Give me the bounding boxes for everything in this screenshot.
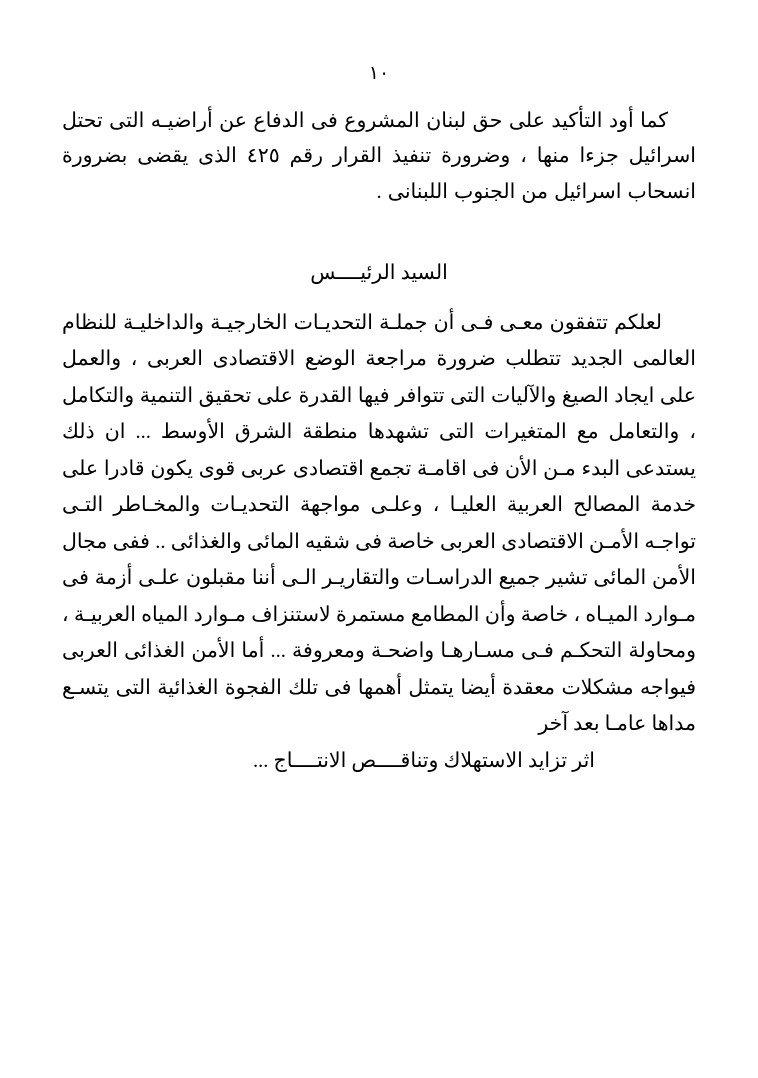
paragraph-lebanon: كما أود التأكيد على حق لبنان المشروع فى الدفاع عن أراضيـه التى تحتل اسرائيل جزءا منها ، وضرورة تنفيذ القرار رقم ٤٢٥ الذى يقضى بضرورة انسحاب اسرائيل من الجنوب اللبنانى .	[62, 110, 696, 203]
document-body	[62, 104, 696, 779]
salutation-spacer	[62, 291, 696, 305]
paragraph-economy: لعلكم تتفقون معـى فـى أن جملـة التحديـات الخارجيـة والداخليـة للنظام العالمى الجديد تتطلب ضرورة مراجعة الوضع الاقتصادى العربى ، والعمل على ايجاد الصيغ والآليات التى تتوافر فيها القدرة على تحقيق التنمية والتكامل ، والتعامل مع المتغيرات التى تشهدها منطقة الشرق الأوسط ... ان ذلك يستدعى البدء مـن الأن فى اقامـة تجمع اقتصادى عربى قوى يكون قادرا على خدمة المصالح العربية العليـا ، وعلـى مواجهة التحديـات والمخـاطر التـى تواجـه الأمـن الاقتصادى العربى خاصة فى شقيه المائى والغذائى .. ففى مجال الأمن المائى تشير جميع الدراسـات والتقاريـر الـى أننا مقبلون علـى أزمة فى مـوارد الميـاه ، خاصة وأن المطامع مستمرة لاستنزاف مـوارد المياه العربيـة ، ومحاولة التحكـم فـى مسـارهـا واضحـة ومعروفة ... أما الأمن الغذائى العربى فيواجه مشكلات معقدة أيضا يتمثل أهمها فى تلك الفجوة الغذائية التى يتسـع مداها عامـا بعد آخر	[62, 312, 696, 736]
paragraph-tail-line: اثر تزايد الاستهلاك وتناقــــص الانتــــاج ...	[253, 749, 595, 772]
salutation-line: السيد الرئيــــس	[310, 261, 448, 284]
paragraph-spacer	[62, 210, 696, 256]
page-number: ١٠	[368, 63, 390, 84]
